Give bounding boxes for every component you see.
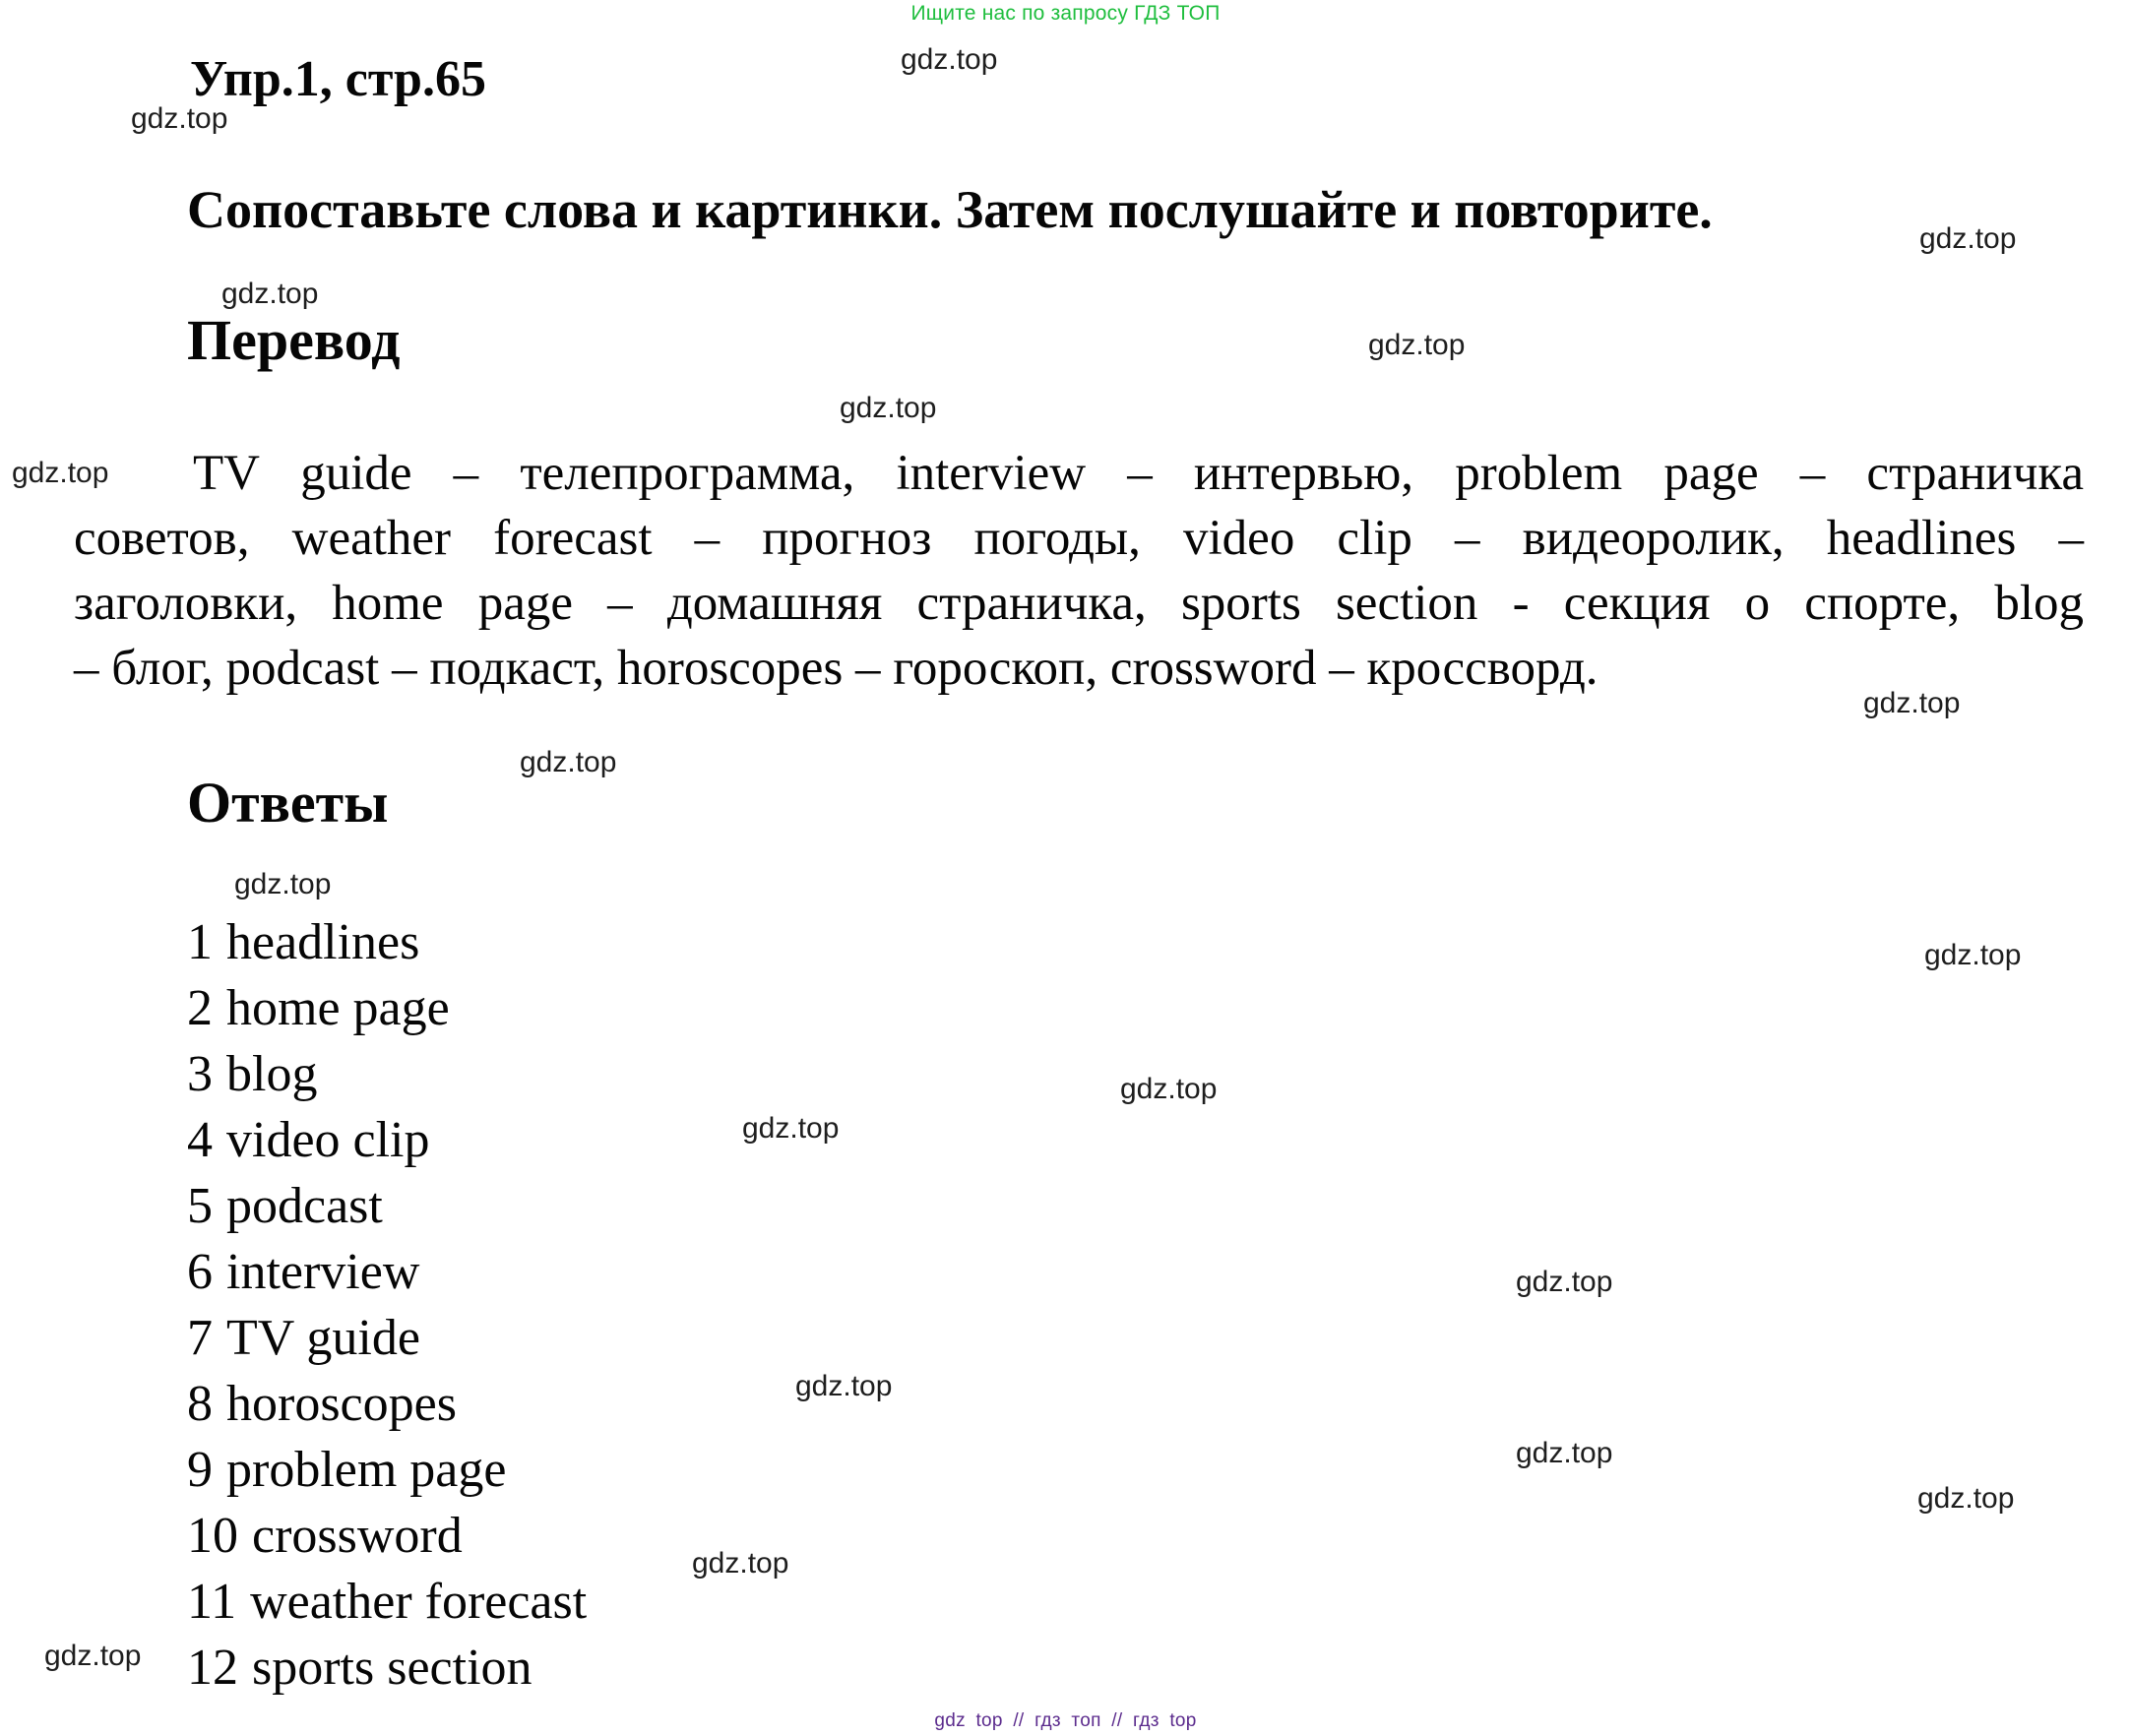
- watermark: gdz.top: [520, 746, 617, 778]
- answer-label: blog: [226, 1046, 318, 1102]
- watermark: gdz.top: [692, 1547, 789, 1580]
- answer-item: [187, 1635, 587, 1701]
- exercise-title: Упр.1, стр.65: [190, 51, 486, 107]
- watermark: gdz.top: [1516, 1266, 1613, 1298]
- watermark: gdz.top: [44, 1640, 142, 1672]
- answer-number: 1: [187, 914, 213, 970]
- answer-number: 3: [187, 1046, 213, 1102]
- translation-line: заголовки, home page – домашняя страничка, sports section - секция о спорте, blog: [74, 576, 2084, 631]
- answer-item: [187, 975, 587, 1041]
- answer-item: [187, 1107, 587, 1173]
- answer-number: 4: [187, 1112, 213, 1168]
- watermark: gdz.top: [12, 457, 109, 489]
- answers-heading: Ответы: [187, 771, 389, 835]
- translation-line: – блог, podcast – подкаст, horoscopes – гороскоп, crossword – кроссворд.: [74, 641, 1598, 696]
- answers-list: [187, 909, 587, 1701]
- answer-label: weather forecast: [250, 1574, 588, 1630]
- answer-label: headlines: [226, 914, 420, 970]
- watermark: gdz.top: [795, 1370, 893, 1402]
- watermark: gdz.top: [840, 392, 937, 424]
- answer-number: 7: [187, 1310, 213, 1366]
- watermark: gdz.top: [1919, 222, 2017, 255]
- answer-number: 2: [187, 980, 213, 1036]
- watermark: gdz.top: [221, 278, 319, 310]
- answer-label: problem page: [226, 1442, 507, 1498]
- task-heading: Сопоставьте слова и картинки. Затем послушайте и повторите.: [187, 180, 1713, 239]
- answer-label: TV guide: [226, 1310, 420, 1366]
- answer-number: 11: [187, 1574, 237, 1630]
- answer-label: interview: [226, 1244, 420, 1300]
- answer-label: horoscopes: [226, 1376, 457, 1432]
- answer-label: video clip: [226, 1112, 430, 1168]
- watermark: gdz.top: [1924, 939, 2022, 971]
- answer-number: 8: [187, 1376, 213, 1432]
- watermark: gdz.top: [1368, 329, 1466, 361]
- answer-item: [187, 1569, 587, 1635]
- translation-line: TV guide – телепрограмма, interview – интервью, problem page – страничка: [193, 446, 2084, 501]
- answer-item: [187, 1041, 587, 1107]
- watermark: gdz.top: [901, 43, 998, 76]
- translation-paragraph: [74, 441, 2084, 701]
- answer-item: [187, 1305, 587, 1371]
- header-search-note: Ищите нас по запросу ГДЗ ТОП: [910, 2, 1221, 25]
- answer-item: [187, 1173, 587, 1239]
- watermark: gdz.top: [234, 868, 332, 900]
- footer-site-note: gdz top // гдз топ // гдз top: [934, 1710, 1197, 1731]
- answer-label: crossword: [252, 1508, 463, 1564]
- answer-item: [187, 1239, 587, 1305]
- watermark: gdz.top: [742, 1112, 840, 1145]
- watermark: gdz.top: [131, 102, 228, 135]
- watermark: gdz.top: [1120, 1073, 1218, 1105]
- watermark: gdz.top: [1863, 687, 1961, 719]
- translation-line: советов, weather forecast – прогноз погоды, video clip – видеоролик, headlines –: [74, 511, 2084, 566]
- watermark: gdz.top: [1917, 1482, 2015, 1515]
- answer-item: [187, 1437, 587, 1503]
- answer-item: [187, 1371, 587, 1437]
- answer-number: 9: [187, 1442, 213, 1498]
- translation-heading: Перевод: [187, 308, 401, 372]
- answer-number: 6: [187, 1244, 213, 1300]
- answer-label: sports section: [252, 1640, 533, 1696]
- answer-number: 12: [187, 1640, 238, 1696]
- watermark: gdz.top: [1516, 1437, 1613, 1469]
- answer-label: podcast: [226, 1178, 383, 1234]
- answer-number: 10: [187, 1508, 238, 1564]
- answer-number: 5: [187, 1178, 213, 1234]
- answer-item: [187, 1503, 587, 1569]
- answer-item: [187, 909, 587, 975]
- answer-label: home page: [226, 980, 450, 1036]
